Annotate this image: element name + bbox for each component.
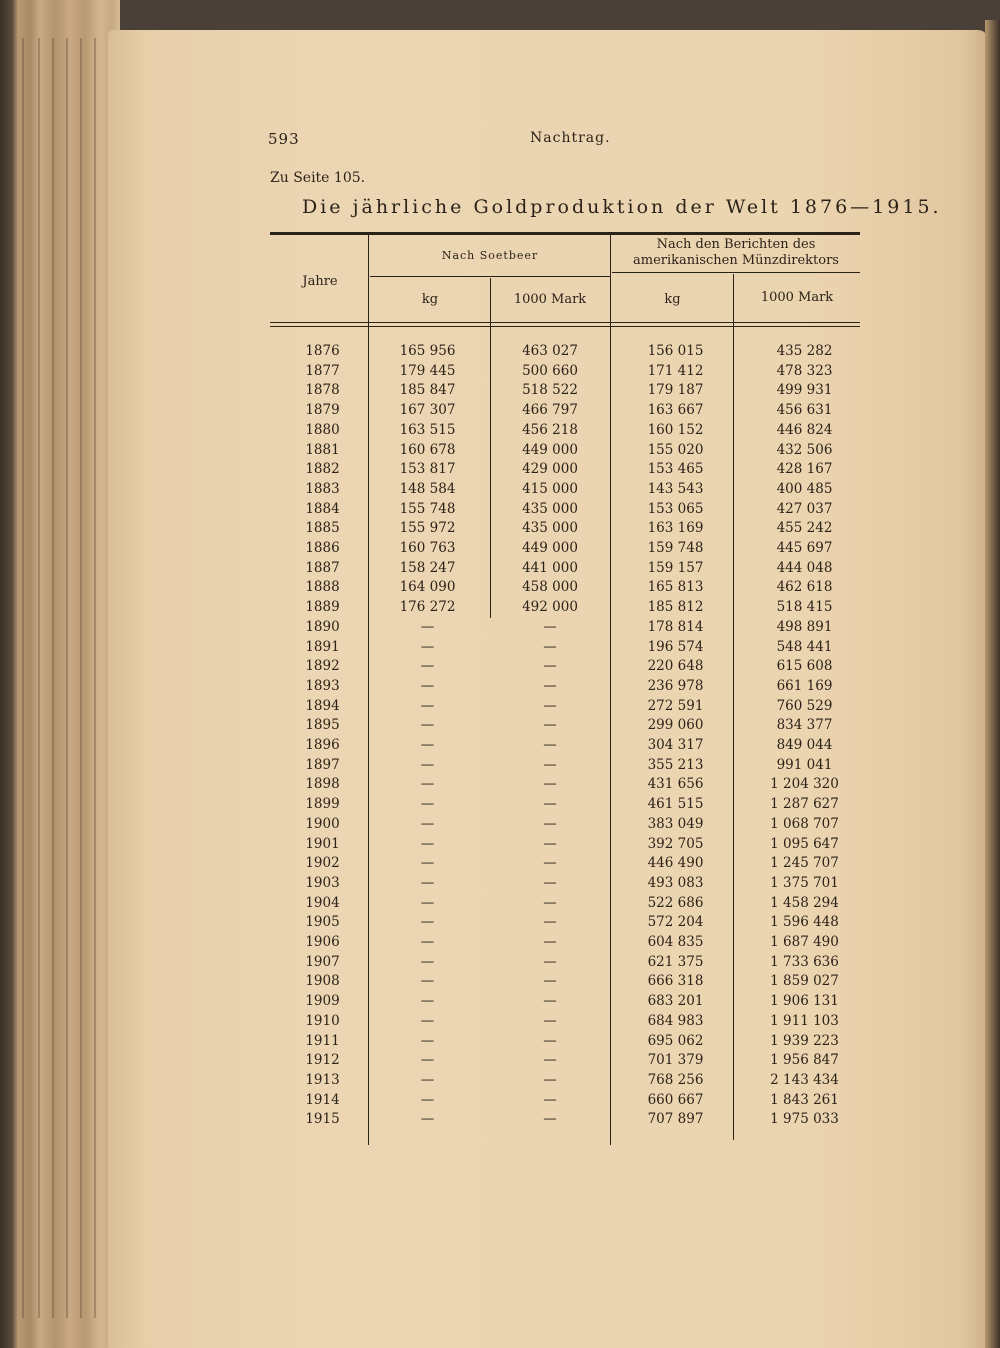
year-cell: 1898 (305, 776, 340, 793)
year-cell: 1902 (305, 855, 340, 872)
muenz-kg-cell: 165 813 (647, 579, 704, 596)
soetbeer-kg-cell: — (420, 934, 435, 950)
header-subrule-right (612, 272, 860, 273)
year-cell: 1888 (305, 579, 340, 596)
muenz-mark-cell: 427 037 (776, 500, 833, 517)
table-row (270, 895, 860, 915)
soetbeer-mark-cell: — (543, 756, 557, 773)
page-leaf-line (80, 38, 82, 1318)
year-cell: 1876 (305, 343, 340, 359)
table-row (270, 737, 860, 757)
muenz-kg-cell: 707 897 (647, 1111, 704, 1128)
year-cell: 1889 (305, 599, 340, 616)
header-jahre: Jahre (302, 274, 338, 289)
soetbeer-kg-cell: — (420, 993, 435, 1010)
table-row (270, 461, 860, 481)
soetbeer-mark-cell: — (543, 776, 557, 793)
muenz-mark-cell: 834 377 (776, 717, 833, 734)
soetbeer-mark-cell: 500 660 (522, 362, 578, 379)
soetbeer-kg-cell: 158 247 (399, 559, 456, 576)
soetbeer-kg-cell: — (420, 1091, 435, 1108)
muenz-mark-cell: 1 375 701 (770, 874, 839, 891)
year-cell: 1879 (305, 402, 340, 419)
soetbeer-mark-cell: — (543, 796, 557, 813)
soetbeer-kg-cell: — (420, 1052, 435, 1069)
muenz-kg-cell: 159 748 (647, 540, 704, 556)
muenz-mark-cell: 499 931 (776, 382, 833, 399)
soetbeer-kg-cell: — (420, 815, 435, 832)
soetbeer-mark-cell: — (543, 618, 557, 635)
soetbeer-kg-cell: 165 956 (399, 343, 456, 359)
year-cell: 1910 (305, 1012, 340, 1029)
soetbeer-mark-cell: 492 000 (522, 599, 578, 616)
table-row (270, 796, 860, 816)
year-cell: 1880 (305, 421, 340, 438)
muenz-mark-cell: 1 068 707 (770, 815, 839, 832)
table-row (270, 560, 860, 580)
header-subrule-left (370, 276, 610, 277)
muenz-mark-cell: 1 939 223 (770, 1032, 839, 1049)
soetbeer-mark-cell: 456 218 (522, 421, 578, 438)
soetbeer-mark-cell: — (543, 993, 557, 1010)
year-cell: 1909 (305, 993, 340, 1010)
soetbeer-kg-cell: — (420, 914, 435, 931)
muenz-mark-cell: 548 441 (776, 638, 833, 655)
table-row (270, 382, 860, 402)
page-leaf-line (94, 38, 96, 1318)
year-cell: 1903 (305, 874, 340, 891)
soetbeer-kg-cell: 160 763 (399, 540, 456, 556)
muenz-kg-cell: 153 065 (647, 500, 704, 517)
soetbeer-mark-cell: 435 000 (522, 500, 578, 517)
soetbeer-kg-cell: 179 445 (399, 362, 456, 379)
page-reference: Zu Seite 105. (270, 170, 366, 186)
muenz-kg-cell: 179 187 (647, 382, 704, 399)
soetbeer-mark-cell: — (543, 815, 557, 832)
muenz-kg-cell: 522 686 (647, 894, 704, 911)
year-cell: 1894 (305, 697, 340, 714)
muenz-mark-cell: 1 596 448 (770, 914, 839, 931)
soetbeer-kg-cell: — (420, 953, 435, 970)
table-row (270, 717, 860, 737)
soetbeer-kg-cell: — (420, 796, 435, 813)
table-row (270, 402, 860, 422)
muenz-kg-cell: 446 490 (647, 855, 704, 872)
soetbeer-mark-cell: — (543, 835, 557, 852)
muenz-kg-cell: 178 814 (647, 618, 704, 635)
year-cell: 1907 (305, 953, 340, 970)
page-leaf-line (22, 38, 24, 1318)
table-row (270, 520, 860, 540)
soetbeer-kg-cell: — (420, 737, 435, 753)
soetbeer-kg-cell: — (420, 894, 435, 911)
muenz-kg-cell: 160 152 (647, 421, 704, 438)
soetbeer-kg-cell: — (420, 973, 435, 990)
table-row (270, 1052, 860, 1072)
table-row (270, 1111, 860, 1131)
soetbeer-kg-cell: 185 847 (399, 382, 456, 399)
soetbeer-kg-cell: — (420, 874, 435, 891)
table-row (270, 914, 860, 934)
muenz-kg-cell: 143 543 (647, 480, 704, 497)
muenz-mark-cell: 661 169 (776, 677, 833, 694)
muenz-kg-cell: 684 983 (647, 1012, 704, 1029)
muenz-mark-cell: 1 859 027 (770, 973, 839, 990)
year-cell: 1908 (305, 973, 340, 990)
table-row (270, 954, 860, 974)
table-row (270, 619, 860, 639)
running-head: Nachtrag. (530, 130, 611, 146)
table-row (270, 1092, 860, 1112)
muenz-mark-cell: 1 733 636 (770, 953, 839, 970)
muenz-mark-cell: 444 048 (776, 559, 833, 576)
year-cell: 1882 (305, 461, 340, 478)
muenz-kg-cell: 159 157 (647, 559, 704, 576)
muenz-kg-cell: 171 412 (647, 362, 704, 379)
muenz-mark-cell: 991 041 (776, 756, 833, 773)
table-top-rule (270, 232, 860, 235)
soetbeer-mark-cell: 518 522 (522, 382, 578, 399)
muenz-kg-cell: 666 318 (647, 973, 704, 990)
soetbeer-mark-cell: — (543, 953, 557, 970)
soetbeer-kg-cell: — (420, 855, 435, 872)
year-cell: 1915 (305, 1111, 340, 1128)
muenz-mark-cell: 462 618 (776, 579, 833, 596)
muenz-mark-cell: 498 891 (776, 618, 833, 635)
soetbeer-mark-cell: 435 000 (522, 520, 578, 537)
soetbeer-mark-cell: — (543, 697, 557, 714)
page-stack-edge (0, 0, 120, 1348)
soetbeer-mark-cell: — (543, 677, 557, 694)
table-row (270, 343, 860, 363)
muenz-mark-cell: 446 824 (776, 421, 833, 438)
table-row (270, 816, 860, 836)
muenz-mark-cell: 428 167 (776, 461, 833, 478)
soetbeer-mark-cell: — (543, 717, 557, 734)
muenz-kg-cell: 768 256 (647, 1071, 704, 1088)
soetbeer-mark-cell: — (543, 1052, 557, 1069)
table-row (270, 875, 860, 895)
year-cell: 1911 (305, 1032, 340, 1049)
soetbeer-kg-cell: — (420, 717, 435, 734)
muenz-mark-cell: 760 529 (776, 697, 833, 714)
table-row (270, 698, 860, 718)
muenz-kg-cell: 695 062 (647, 1032, 704, 1049)
soetbeer-mark-cell: — (543, 874, 557, 891)
table-row (270, 599, 860, 619)
muenz-kg-cell: 153 465 (647, 461, 704, 478)
muenz-kg-cell: 431 656 (647, 776, 704, 793)
year-cell: 1891 (305, 638, 340, 655)
page-number: 593 (268, 130, 300, 148)
year-cell: 1897 (305, 756, 340, 773)
table-row (270, 639, 860, 659)
year-cell: 1884 (305, 500, 340, 517)
year-cell: 1914 (305, 1091, 340, 1108)
muenz-mark-cell: 1 911 103 (770, 1012, 839, 1029)
year-cell: 1893 (305, 677, 340, 694)
soetbeer-kg-cell: 163 515 (399, 421, 456, 438)
muenz-mark-cell: 1 975 033 (770, 1111, 839, 1128)
header-muenzdirektor: Nach den Berichten des amerikanischen Münzdirektors (633, 237, 839, 268)
table-row (270, 993, 860, 1013)
muenz-kg-cell: 299 060 (647, 717, 704, 734)
table-row (270, 776, 860, 796)
muenz-kg-cell: 621 375 (647, 953, 704, 970)
soetbeer-mark-cell: — (543, 973, 557, 990)
soetbeer-mark-cell: — (543, 1111, 557, 1128)
soetbeer-mark-cell: — (543, 855, 557, 872)
year-cell: 1886 (305, 540, 340, 556)
table-row (270, 481, 860, 501)
soetbeer-kg-cell: — (420, 658, 435, 675)
year-cell: 1905 (305, 914, 340, 931)
table-row (270, 501, 860, 521)
year-cell: 1892 (305, 658, 340, 675)
muenz-kg-cell: 493 083 (647, 874, 704, 891)
table-row (270, 1072, 860, 1092)
muenz-mark-cell: 1 843 261 (770, 1091, 839, 1108)
year-cell: 1885 (305, 520, 340, 537)
year-cell: 1881 (305, 441, 340, 458)
table-row (270, 678, 860, 698)
muenz-kg-cell: 683 201 (647, 993, 704, 1010)
soetbeer-kg-cell: 160 678 (399, 441, 456, 458)
soetbeer-kg-cell: — (420, 835, 435, 852)
muenz-mark-cell: 1 204 320 (770, 776, 839, 793)
table-title: Die jährliche Goldproduktion der Welt 1876—1915. (302, 196, 942, 218)
year-cell: 1913 (305, 1071, 340, 1088)
muenz-mark-cell: 1 095 647 (770, 835, 839, 852)
muenz-kg-cell: 355 213 (647, 756, 704, 773)
muenz-kg-cell: 392 705 (647, 835, 704, 852)
muenz-mark-cell: 1 906 131 (770, 993, 839, 1010)
muenz-mark-cell: 1 287 627 (770, 796, 839, 813)
soetbeer-mark-cell: — (543, 1091, 557, 1108)
muenz-kg-cell: 196 574 (647, 638, 704, 655)
table-row (270, 1033, 860, 1053)
muenz-mark-cell: 435 282 (776, 343, 833, 359)
table-row (270, 422, 860, 442)
soetbeer-kg-cell: 167 307 (399, 402, 456, 419)
muenz-mark-cell: 2 143 434 (770, 1071, 839, 1088)
muenz-kg-cell: 236 978 (647, 677, 704, 694)
soetbeer-kg-cell: 153 817 (399, 461, 456, 478)
table-row (270, 579, 860, 599)
table-row (270, 836, 860, 856)
muenz-mark-cell: 478 323 (776, 362, 833, 379)
muenz-kg-cell: 572 204 (647, 914, 704, 931)
year-cell: 1878 (305, 382, 340, 399)
muenz-mark-cell: 400 485 (776, 480, 833, 497)
table-row (270, 1013, 860, 1033)
muenz-kg-cell: 163 169 (647, 520, 704, 537)
soetbeer-mark-cell: 429 000 (522, 461, 578, 478)
year-cell: 1890 (305, 618, 340, 635)
soetbeer-kg-cell: — (420, 1032, 435, 1049)
page-leaf-line (38, 38, 40, 1318)
table-row (270, 934, 860, 954)
soetbeer-mark-cell: 458 000 (522, 579, 578, 596)
header-mark-soetbeer: 1000 Mark (513, 292, 587, 307)
soetbeer-mark-cell: — (543, 894, 557, 911)
soetbeer-mark-cell: 415 000 (522, 480, 578, 497)
table-row (270, 540, 860, 560)
header-bottom-rule (270, 322, 860, 323)
soetbeer-kg-cell: — (420, 677, 435, 694)
soetbeer-kg-cell: 164 090 (399, 579, 456, 596)
soetbeer-mark-cell: 449 000 (522, 441, 578, 458)
muenz-mark-cell: 445 697 (776, 540, 833, 556)
soetbeer-mark-cell: 449 000 (522, 540, 578, 556)
muenz-mark-cell: 1 458 294 (770, 894, 839, 911)
year-cell: 1901 (305, 835, 340, 852)
soetbeer-mark-cell: — (543, 658, 557, 675)
soetbeer-kg-cell: — (420, 638, 435, 655)
muenz-kg-cell: 155 020 (647, 441, 704, 458)
muenz-mark-cell: 1 956 847 (770, 1052, 839, 1069)
muenz-kg-cell: 701 379 (647, 1052, 704, 1069)
muenz-kg-cell: 163 667 (647, 402, 704, 419)
header-bottom-rule-double (270, 326, 860, 327)
soetbeer-kg-cell: 155 972 (399, 520, 456, 537)
muenz-kg-cell: 272 591 (647, 697, 704, 714)
muenz-mark-cell: 456 631 (776, 402, 833, 419)
soetbeer-mark-cell: — (543, 638, 557, 655)
soetbeer-kg-cell: 148 584 (399, 480, 456, 497)
muenz-mark-cell: 615 608 (776, 658, 833, 675)
soetbeer-kg-cell: — (420, 1012, 435, 1029)
muenz-kg-cell: 185 812 (647, 599, 704, 616)
soetbeer-kg-cell: 155 748 (399, 500, 456, 517)
year-cell: 1906 (305, 934, 340, 950)
table-row (270, 363, 860, 383)
muenz-mark-cell: 455 242 (776, 520, 833, 537)
muenz-mark-cell: 849 044 (776, 737, 833, 753)
page-leaf-line (66, 38, 68, 1318)
soetbeer-mark-cell: 441 000 (522, 559, 578, 576)
table-row (270, 855, 860, 875)
soetbeer-mark-cell: — (543, 1071, 557, 1088)
year-cell: 1904 (305, 894, 340, 911)
muenz-kg-cell: 461 515 (647, 796, 704, 813)
soetbeer-mark-cell: — (543, 1012, 557, 1029)
soetbeer-kg-cell: — (420, 1111, 435, 1128)
muenz-kg-cell: 156 015 (647, 343, 704, 359)
soetbeer-kg-cell: — (420, 756, 435, 773)
year-cell: 1883 (305, 480, 340, 497)
soetbeer-mark-cell: — (543, 737, 557, 753)
soetbeer-mark-cell: — (543, 914, 557, 931)
year-cell: 1896 (305, 737, 340, 753)
table-row (270, 442, 860, 462)
year-cell: 1900 (305, 815, 340, 832)
muenz-kg-cell: 383 049 (647, 815, 704, 832)
header-kg-muenz: kg (664, 292, 681, 307)
binding-edge (985, 20, 1000, 1348)
table-row (270, 757, 860, 777)
soetbeer-kg-cell: — (420, 697, 435, 714)
header-soetbeer: Nach Soetbeer (441, 249, 539, 262)
soetbeer-mark-cell: — (543, 934, 557, 950)
muenz-kg-cell: 304 317 (647, 737, 704, 753)
soetbeer-kg-cell: 176 272 (399, 599, 456, 616)
page-leaf-line (52, 38, 54, 1318)
muenz-mark-cell: 1 687 490 (770, 934, 839, 950)
table-row (270, 973, 860, 993)
muenz-kg-cell: 660 667 (647, 1091, 704, 1108)
muenz-mark-cell: 432 506 (776, 441, 833, 458)
year-cell: 1899 (305, 796, 340, 813)
soetbeer-mark-cell: 466 797 (522, 402, 578, 419)
year-cell: 1912 (305, 1052, 340, 1069)
table-row (270, 658, 860, 678)
year-cell: 1877 (305, 362, 340, 379)
year-cell: 1887 (305, 559, 340, 576)
muenz-mark-cell: 1 245 707 (770, 855, 839, 872)
soetbeer-mark-cell: 463 027 (522, 343, 578, 359)
year-cell: 1895 (305, 717, 340, 734)
soetbeer-kg-cell: — (420, 618, 435, 635)
soetbeer-mark-cell: — (543, 1032, 557, 1049)
muenz-mark-cell: 518 415 (776, 599, 833, 616)
muenz-kg-cell: 604 835 (647, 934, 704, 950)
muenz-kg-cell: 220 648 (647, 658, 704, 675)
soetbeer-kg-cell: — (420, 776, 435, 793)
header-kg-soetbeer: kg (421, 292, 439, 307)
header-mark-muenz: 1000 Mark (760, 290, 834, 305)
soetbeer-kg-cell: — (420, 1071, 435, 1088)
